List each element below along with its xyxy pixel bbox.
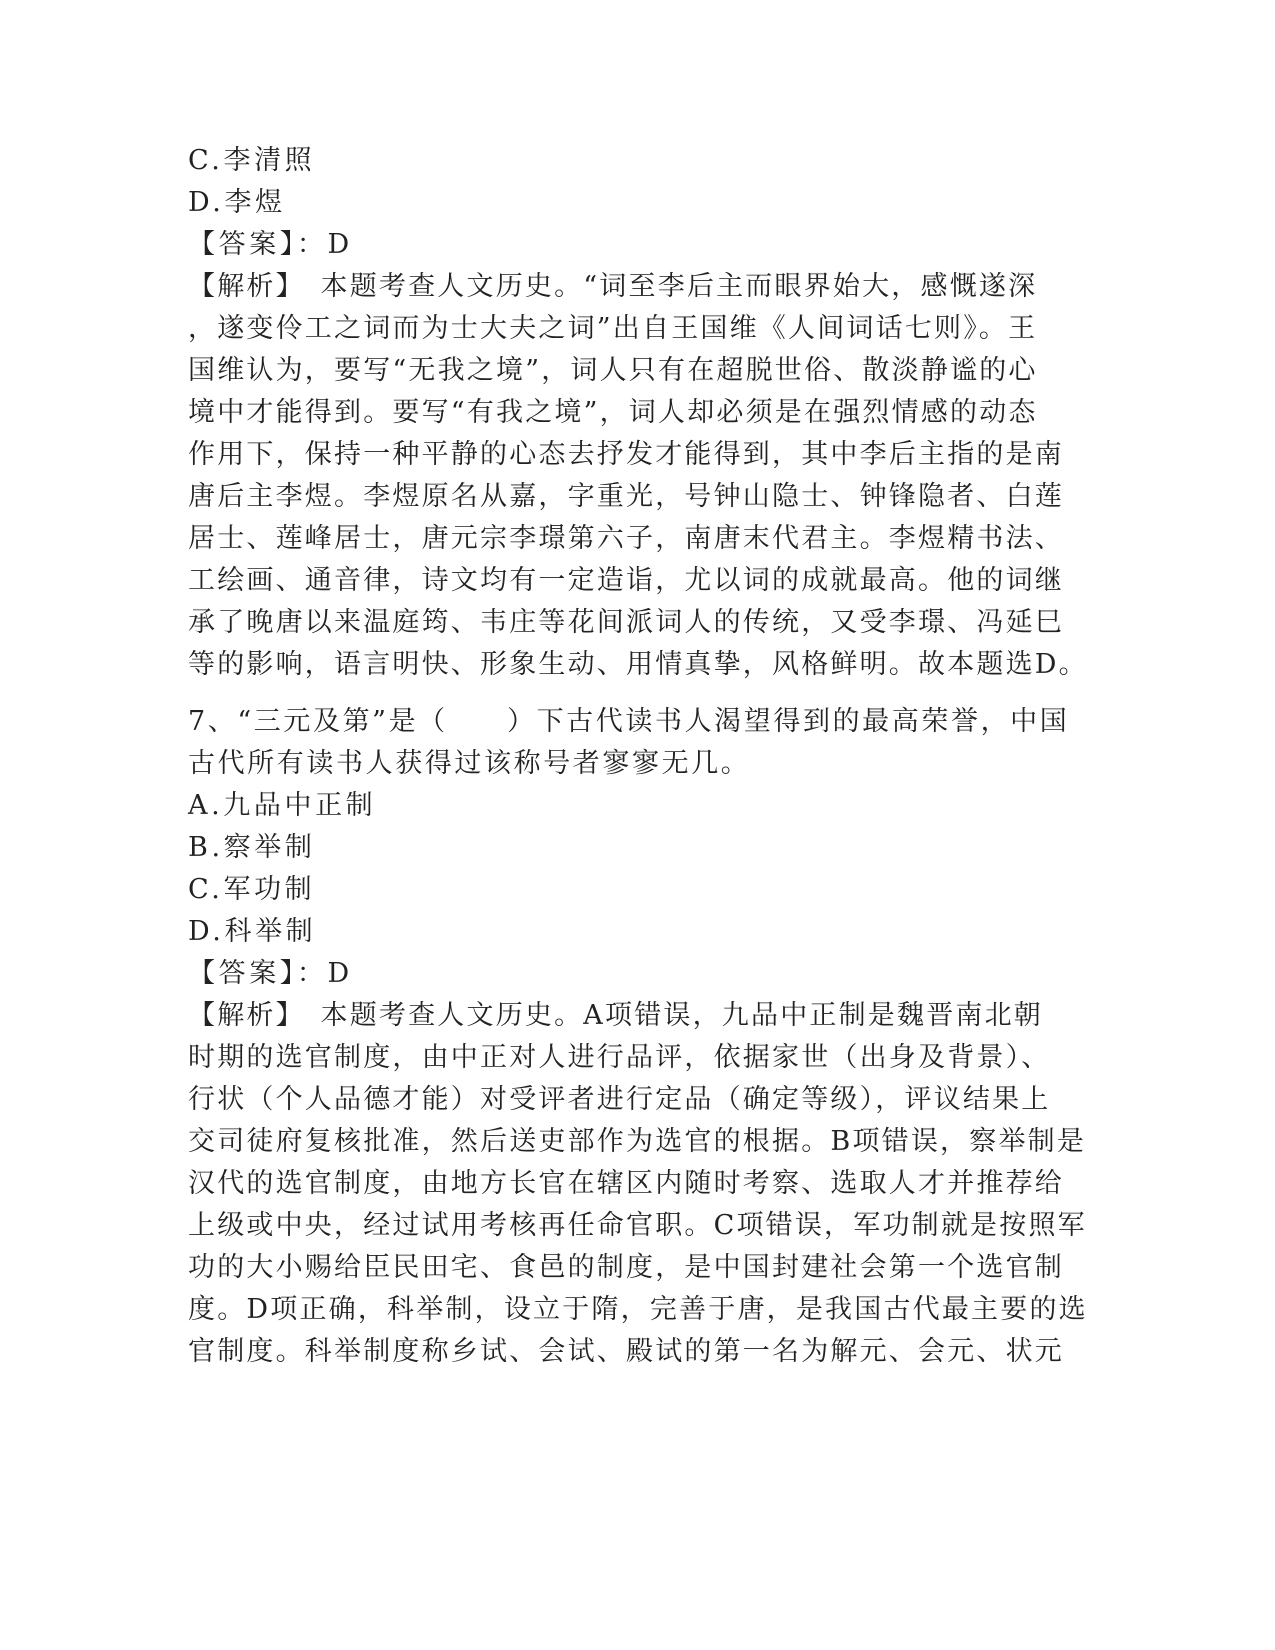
q6-analysis-line-5: 作用下，保持一种平静的心态去抒发才能得到，其中李后主指的是南 <box>188 439 1064 470</box>
q7-answer: 【答案】：D <box>188 958 353 989</box>
q7-analysis-line-3: 行状（个人品德才能）对受评者进行定品（确定等级），评议结果上 <box>188 1084 1051 1115</box>
q7-analysis-line-9: 官制度。科举制度称乡试、会试、殿试的第一名为解元、会元、状元 <box>188 1336 1064 1367</box>
q6-analysis-line-9: 承了晚唐以来温庭筠、韦庄等花间派词人的传统，又受李璟、冯延巳 <box>188 607 1064 638</box>
q7-analysis-line-4: 交司徒府复核批准，然后送吏部作为选官的根据。B项错误，察举制是 <box>188 1126 1087 1157</box>
q6-analysis-line-3: 国维认为，要写“无我之境”，词人只有在超脱世俗、散淡静谧的心 <box>188 355 1038 386</box>
q7-analysis-line-5: 汉代的选官制度，由地方长官在辖区内随时考察、选取人才并推荐给 <box>188 1168 1064 1199</box>
q7-option-b: B.察举制 <box>188 832 316 863</box>
q7-option-c: C.军功制 <box>188 874 316 905</box>
q6-answer: 【答案】：D <box>188 229 353 260</box>
q6-analysis-line-2: ，遂变伶工之词而为士大夫之词”出自王国维《人间词话七则》。王 <box>188 313 1038 344</box>
q6-analysis-line-1: 【解析】 本题考查人文历史。“词至李后主而眼界始大，感慨遂深 <box>188 271 1038 302</box>
q7-question-line-1: 7、“三元及第”是（ ）下古代读书人渴望得到的最高荣誉，中国 <box>188 706 1070 737</box>
q7-analysis-line-8: 度。D项正确，科举制，设立于隋，完善于唐，是我国古代最主要的选 <box>188 1294 1088 1325</box>
q7-analysis-line-2: 时期的选官制度，由中正对人进行品评，依据家世（出身及背景）、 <box>188 1042 1051 1073</box>
q7-analysis-line-1: 【解析】 本题考查人文历史。A项错误，九品中正制是魏晋南北朝 <box>188 1000 1043 1031</box>
q6-analysis-line-4: 境中才能得到。要写“有我之境”，词人却必须是在强烈情感的动态 <box>188 397 1038 428</box>
q6-analysis-line-8: 工绘画、通音律，诗文均有一定造诣，尤以词的成就最高。他的词继 <box>188 565 1064 596</box>
q7-option-a: A.九品中正制 <box>188 790 377 821</box>
q7-analysis-line-7: 功的大小赐给臣民田宅、食邑的制度，是中国封建社会第一个选官制 <box>188 1252 1064 1283</box>
q6-option-d: D.李煜 <box>188 187 286 218</box>
q7-analysis-line-6: 上级或中央，经过试用考核再任命官职。C项错误，军功制就是按照军 <box>188 1210 1087 1241</box>
q6-analysis-line-6: 唐后主李煜。李煜原名从嘉，字重光，号钟山隐士、钟锋隐者、白莲 <box>188 481 1064 512</box>
q6-analysis-line-7: 居士、莲峰居士，唐元宗李璟第六子，南唐末代君主。李煜精书法、 <box>188 523 1064 554</box>
q6-analysis-line-10: 等的影响，语言明快、形象生动、用情真挚，风格鲜明。故本题选D。 <box>188 649 1088 680</box>
q6-option-c: C.李清照 <box>188 145 316 176</box>
q7-question-line-2: 古代所有读书人获得过该称号者寥寥无几。 <box>188 748 751 779</box>
q7-option-d: D.科举制 <box>188 916 317 947</box>
